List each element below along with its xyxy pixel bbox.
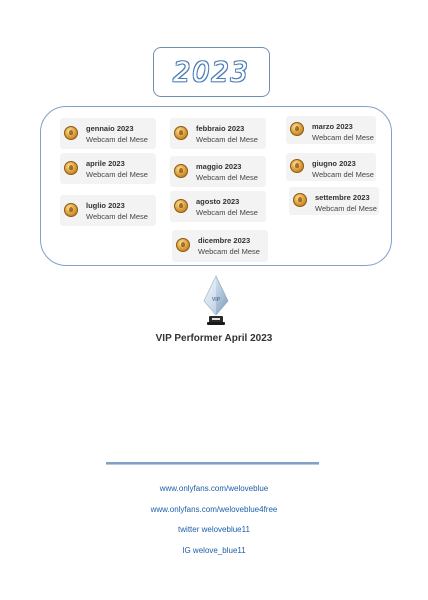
award-card-agosto xyxy=(170,191,266,222)
award-card-dicembre xyxy=(172,230,268,262)
award-card-marzo xyxy=(286,116,376,144)
award-month: agosto 2023 xyxy=(196,197,240,206)
award-card-giugno xyxy=(286,153,376,181)
medal-icon xyxy=(293,193,307,207)
award-title: Webcam del Mese xyxy=(312,170,374,179)
award-title: Webcam del Mese xyxy=(86,212,148,221)
medal-icon xyxy=(64,203,78,217)
onlyfans-main-link[interactable]: www.onlyfans.com/weloveblue xyxy=(159,484,269,493)
award-card-maggio xyxy=(170,156,266,187)
award-month: maggio 2023 xyxy=(196,162,242,171)
award-month: febbraio 2023 xyxy=(196,124,245,133)
vip-trophy-icon xyxy=(201,275,231,327)
award-card-aprile xyxy=(60,153,156,184)
medal-icon xyxy=(290,159,304,173)
award-month: dicembre 2023 xyxy=(198,236,251,245)
award-title: Webcam del Mese xyxy=(312,133,374,142)
award-title: Webcam del Mese xyxy=(315,204,377,213)
onlyfans-free-link[interactable]: www.onlyfans.com/weloveblue4free xyxy=(150,505,278,514)
medal-icon xyxy=(64,161,78,175)
award-title: Webcam del Mese xyxy=(196,135,258,144)
award-month: luglio 2023 xyxy=(86,201,125,210)
award-month: settembre 2023 xyxy=(315,193,370,202)
vip-performer-caption: VIP Performer April 2023 xyxy=(155,333,273,344)
medal-icon xyxy=(174,199,188,213)
award-title: Webcam del Mese xyxy=(86,170,148,179)
year-box xyxy=(153,47,270,97)
award-month: gennaio 2023 xyxy=(86,124,134,133)
section-divider xyxy=(106,462,319,465)
award-month: marzo 2023 xyxy=(312,122,353,131)
medal-icon xyxy=(290,122,304,136)
award-card-febbraio xyxy=(170,118,266,149)
award-month: aprile 2023 xyxy=(86,159,125,168)
award-month: giugno 2023 xyxy=(312,159,356,168)
medal-icon xyxy=(64,126,78,140)
award-title: Webcam del Mese xyxy=(196,173,258,182)
instagram-link[interactable]: IG welove_blue11 xyxy=(182,546,246,555)
award-card-settembre xyxy=(289,187,379,215)
award-card-gennaio xyxy=(60,118,156,149)
award-title: Webcam del Mese xyxy=(196,208,258,217)
twitter-link[interactable]: twitter weloveblue11 xyxy=(178,525,250,534)
award-title: Webcam del Mese xyxy=(198,247,260,256)
medal-icon xyxy=(174,164,188,178)
trophy-label: VIP xyxy=(211,297,221,303)
medal-icon xyxy=(174,126,188,140)
award-title: Webcam del Mese xyxy=(86,135,148,144)
year-heading: 2023 xyxy=(173,56,250,88)
medal-icon xyxy=(176,238,190,252)
award-card-luglio xyxy=(60,195,156,226)
awards-panel xyxy=(40,106,392,266)
